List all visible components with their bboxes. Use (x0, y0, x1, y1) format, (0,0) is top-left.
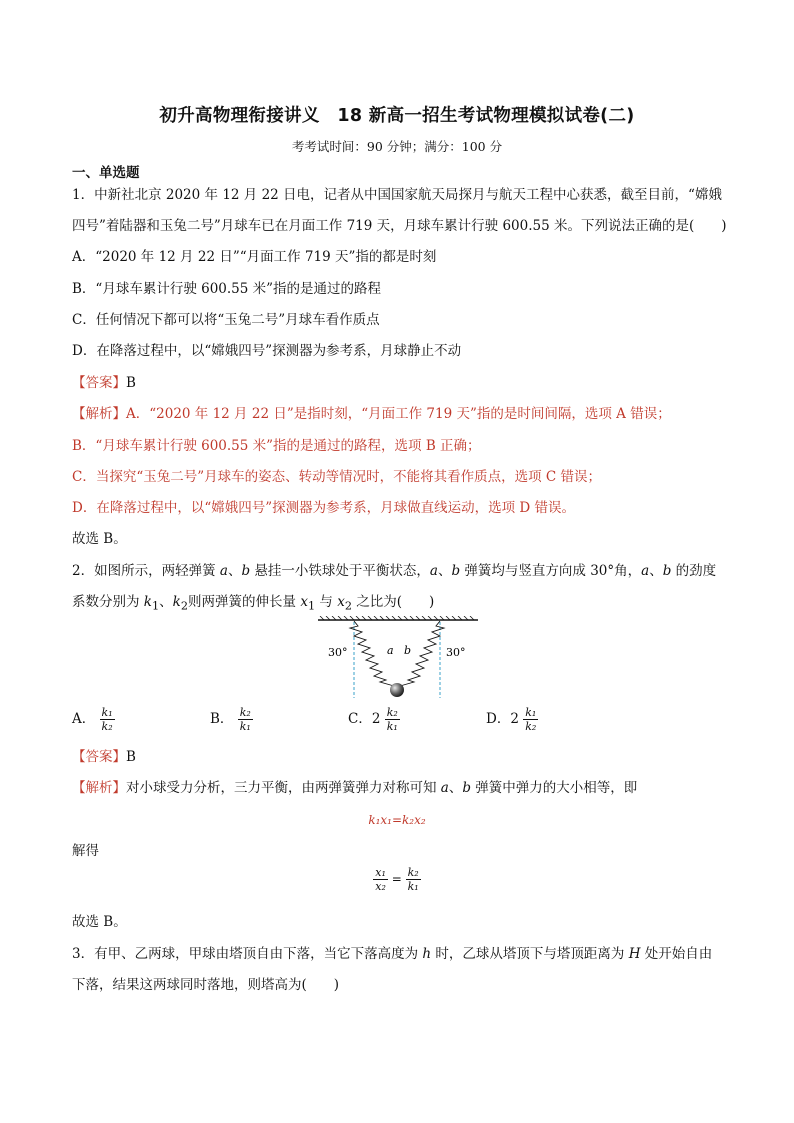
q3-stem-line-2: 下落，结果这两球同时落地，则塔高为( ) (72, 977, 340, 993)
separator: 、 (437, 563, 452, 579)
var-b: b (462, 780, 472, 796)
var-a: a (429, 563, 438, 579)
var-h: h (422, 946, 432, 962)
q2-option-a (72, 706, 115, 733)
q2-equation: k₁x₁=k₂x₂ (368, 813, 426, 827)
q3-stem-text: 时，乙球从塔顶下与塔顶距离为 (431, 946, 629, 962)
page-title: 初升高物理衔接讲义 18 新高一招生考试物理模拟试卷(二) (159, 106, 635, 126)
angle-left-label: 30° (328, 646, 348, 659)
exam-info: 考考试时间：90 分钟；满分：100 分 (291, 139, 503, 154)
var-a: a (641, 563, 650, 579)
q1-stem-line-1: 1．中新社北京 2020 年 12 月 22 日电，记者从中国国家航天局探月与航天工程中心获悉，截至目前，“嫦娥 (72, 187, 722, 203)
q2-conclusion: 故选 B。 (72, 914, 127, 930)
spring-a-label: a (387, 644, 394, 657)
option-fraction (238, 706, 253, 733)
denominator: k₁ (407, 880, 419, 893)
numerator: k₂ (239, 706, 251, 719)
q2-stem-text: 2．如图所示，两轻弹簧 (72, 563, 220, 579)
var-b: b (451, 563, 461, 579)
q2-stem-text: 系数分别为 (72, 594, 144, 610)
q1-option-c: C．任何情况下都可以将“玉兔二号”月球车看作质点 (72, 312, 380, 328)
q2-stem-line-1 (72, 561, 732, 581)
result-fraction-right (406, 866, 421, 893)
var-a: a (219, 563, 228, 579)
analysis-text: 对小球受力分析，三力平衡，由两弹簧弹力对称可知 (126, 780, 441, 796)
subscript: 1 (151, 599, 160, 613)
separator: 、 (649, 563, 663, 579)
separator: 、 (448, 780, 463, 796)
analysis-tag: 【解析】 (72, 780, 126, 796)
equals-sign: = (391, 872, 402, 886)
denominator: k₁ (239, 720, 251, 733)
option-fraction (385, 706, 400, 733)
subscript: 2 (344, 599, 352, 613)
denominator: k₁ (386, 720, 398, 733)
spring-diagram (310, 616, 490, 700)
numerator: k₂ (407, 866, 419, 879)
q2-stem-text: 悬挂一小铁球处于平衡状态， (250, 563, 430, 579)
denominator: k₂ (525, 720, 537, 733)
numerator: k₁ (525, 706, 537, 719)
var-k1: k (143, 594, 152, 610)
q1-analysis-line-3: C．当探究“玉兔二号”月球车的姿态、转动等情况时，不能将其看作质点，选项 C 错误； (72, 469, 602, 485)
q2-analysis-line-1 (72, 778, 732, 798)
option-label: B． (210, 711, 234, 727)
q1-answer (72, 373, 732, 393)
separator: 、 (227, 563, 242, 579)
denominator: x₂ (375, 880, 386, 893)
q1-option-a: A．“2020 年 12 月 22 日”“月面工作 719 天”指的都是时刻 (72, 249, 437, 265)
numerator: x₁ (375, 866, 386, 879)
q2-option-c (348, 706, 400, 733)
q3-stem-text: 处开始自由 (640, 946, 713, 962)
option-label: D． (486, 711, 511, 727)
analysis-tag: 【解析】 (72, 406, 126, 422)
option-fraction (523, 706, 538, 733)
q1-stem-line-2: 四号”着陆器和玉兔二号”月球车已在月面工作 719 天，月球车累计行驶 600.55 米。下列说法正确的是( ) (72, 218, 727, 234)
ceiling (318, 616, 478, 620)
analysis-text: 弹簧中弹力的大小相等，即 (471, 780, 638, 796)
subscript: 2 (180, 599, 189, 613)
var-k2: k (172, 594, 181, 610)
var-b: b (241, 563, 251, 579)
option-fraction (100, 706, 115, 733)
q2-stem-text: 则两弹簧的伸长量 (188, 594, 301, 610)
answer-value: B (126, 375, 136, 391)
option-label: C． (348, 711, 372, 727)
q3-stem-line-1 (72, 944, 732, 964)
option-coef: 2 (371, 711, 381, 727)
q1-analysis-line-1 (72, 404, 732, 424)
angle-right-label: 30° (446, 646, 466, 659)
separator: 、 (159, 594, 173, 610)
q2-solve-label: 解得 (72, 843, 99, 859)
answer-tag: 【答案】 (72, 375, 126, 391)
option-label: A． (72, 711, 96, 727)
var-x2: x (337, 594, 345, 610)
q2-stem-text: 与 (315, 594, 338, 610)
q3-stem-text: 3．有甲、乙两球，甲球由塔顶自由下落，当它下落高度为 (72, 946, 423, 962)
spring-b-label: b (404, 644, 412, 657)
answer-tag: 【答案】 (72, 749, 126, 765)
q1-option-b: B．“月球车累计行驶 600.55 米”指的是通过的路程 (72, 281, 382, 297)
answer-value: B (126, 749, 136, 765)
q2-stem-text: 的劲度 (671, 563, 717, 579)
numerator: k₁ (101, 706, 113, 719)
q1-conclusion: 故选 B。 (72, 531, 127, 547)
result-fraction-left (373, 866, 388, 893)
denominator: k₂ (101, 720, 113, 733)
q2-answer (72, 747, 732, 767)
q2-option-b (210, 706, 253, 733)
option-coef: 2 (510, 711, 519, 727)
var-a: a (440, 780, 449, 796)
iron-ball (390, 683, 404, 697)
var-b: b (662, 563, 672, 579)
subscript: 1 (307, 599, 316, 613)
q2-option-d (486, 706, 538, 733)
q2-stem-line-2 (72, 592, 732, 617)
analysis-text: A．“2020 年 12 月 22 日”是指时刻，“月面工作 719 天”指的是时间间隔，选项 A 错误； (126, 406, 671, 422)
q2-stem-text: 弹簧均与竖直方向成 30°角， (460, 563, 642, 579)
var-H: H (628, 946, 641, 962)
numerator: k₂ (386, 706, 398, 719)
q1-option-d: D．在降落过程中，以“嫦娥四号”探测器为参考系，月球静止不动 (72, 343, 462, 359)
section-heading: 一、单选题 (72, 165, 140, 181)
q1-analysis-line-2: B．“月球车累计行驶 600.55 米”指的是通过的路程，选项 B 正确； (72, 438, 481, 454)
q2-stem-text: 之比为( ) (352, 594, 435, 610)
var-x1: x (300, 594, 308, 610)
q1-analysis-line-4: D．在降落过程中，以“嫦娥四号”探测器为参考系，月球做直线运动，选项 D 错误。 (72, 500, 576, 516)
q2-result-equation (0, 866, 794, 893)
